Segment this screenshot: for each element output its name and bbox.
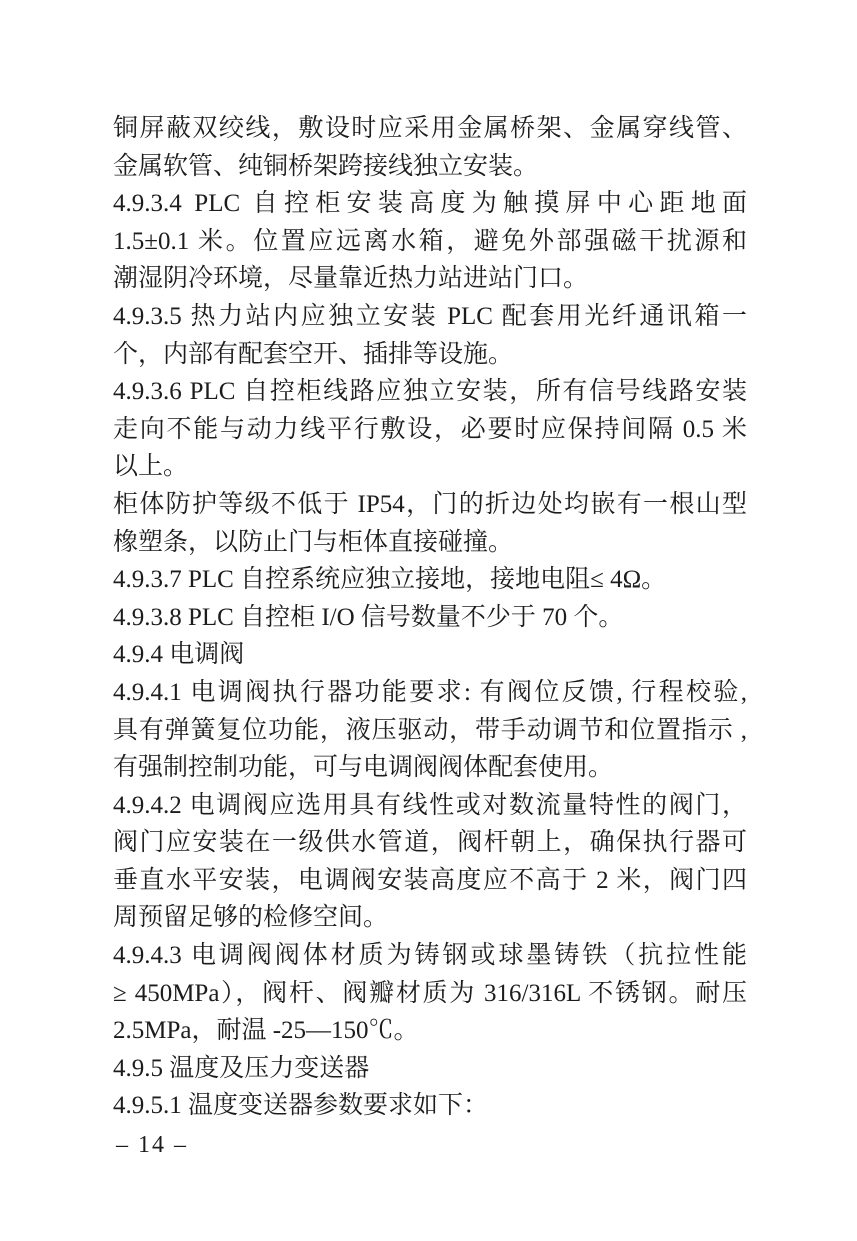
text-line: 个，内部有配套空开、插排等设施。 [113,340,514,368]
text-line: 4.9.4.1 电调阀执行器功能要求: 有阀位反馈, 行程校验, [113,678,747,706]
text-line: 具有弹簧复位功能，液压驱动，带手动调节和位置指示 , [113,716,747,744]
text-column [113,110,747,1125]
text-line: 走向不能与动力线平行敷设，必要时应保持间隔 0.5 米 [113,415,747,443]
text-line: 4.9.4.2 电调阀应选用具有线性或对数流量特性的阀门， [113,791,747,819]
text-line: 4.9.3.4 PLC 自控柜安装高度为触摸屏中心距地面 [113,190,747,218]
text-line: 4.9.3.6 PLC 自控柜线路应独立安装，所有信号线路安装 [113,378,747,406]
text-line: 4.9.4.3 电调阀阀体材质为铸钢或球墨铸铁（抗拉性能 [113,942,747,970]
text-line: 2.5MPa，耐温 -25—150℃。 [113,1017,419,1045]
text-line: 4.9.5 温度及压力变送器 [113,1054,370,1082]
text-line: 潮湿阴冷环境，尽量靠近热力站进站门口。 [113,265,589,293]
text-line: 4.9.5.1 温度变送器参数要求如下： [113,1092,489,1120]
text-line: 橡塑条，以防止门与柜体直接碰撞。 [113,528,514,556]
text-line: 金属软管、纯铜桥架跨接线独立安装。 [113,152,539,180]
text-line: 柜体防护等级不低于 IP54，门的折边处均嵌有一根山型 [113,490,747,518]
text-line: 周预留足够的检修空间。 [113,904,389,932]
text-line: 有强制控制功能，可与电调阀阀体配套使用。 [113,754,614,782]
text-line: 垂直水平安装，电调阀安装高度应不高于 2 米，阀门四 [113,866,747,894]
text-line: 4.9.4 电调阀 [113,641,245,669]
text-line: 以上。 [113,453,189,481]
text-line: 4.9.3.5 热力站内应独立安装 PLC 配套用光纤通讯箱一 [113,302,747,330]
text-line: ≥ 450MPa），阀杆、阀瓣材质为 316/316L 不锈钢。耐压 [113,979,747,1007]
text-line: 铜屏蔽双绞线，敷设时应采用金属桥架、金属穿线管、 [113,115,747,142]
page-number: – 14 – [116,1132,188,1158]
text-line: 阀门应安装在一级供水管道，阀杆朝上，确保执行器可 [113,829,747,857]
text-line: 4.9.3.7 PLC 自控系统应独立接地，接地电阻≤ 4Ω。 [113,566,667,594]
text-line: 4.9.3.8 PLC 自控柜 I/O 信号数量不少于 70 个。 [113,603,624,631]
text-line: 1.5±0.1 米。位置应远离水箱，避免外部强磁干扰源和 [113,227,747,255]
